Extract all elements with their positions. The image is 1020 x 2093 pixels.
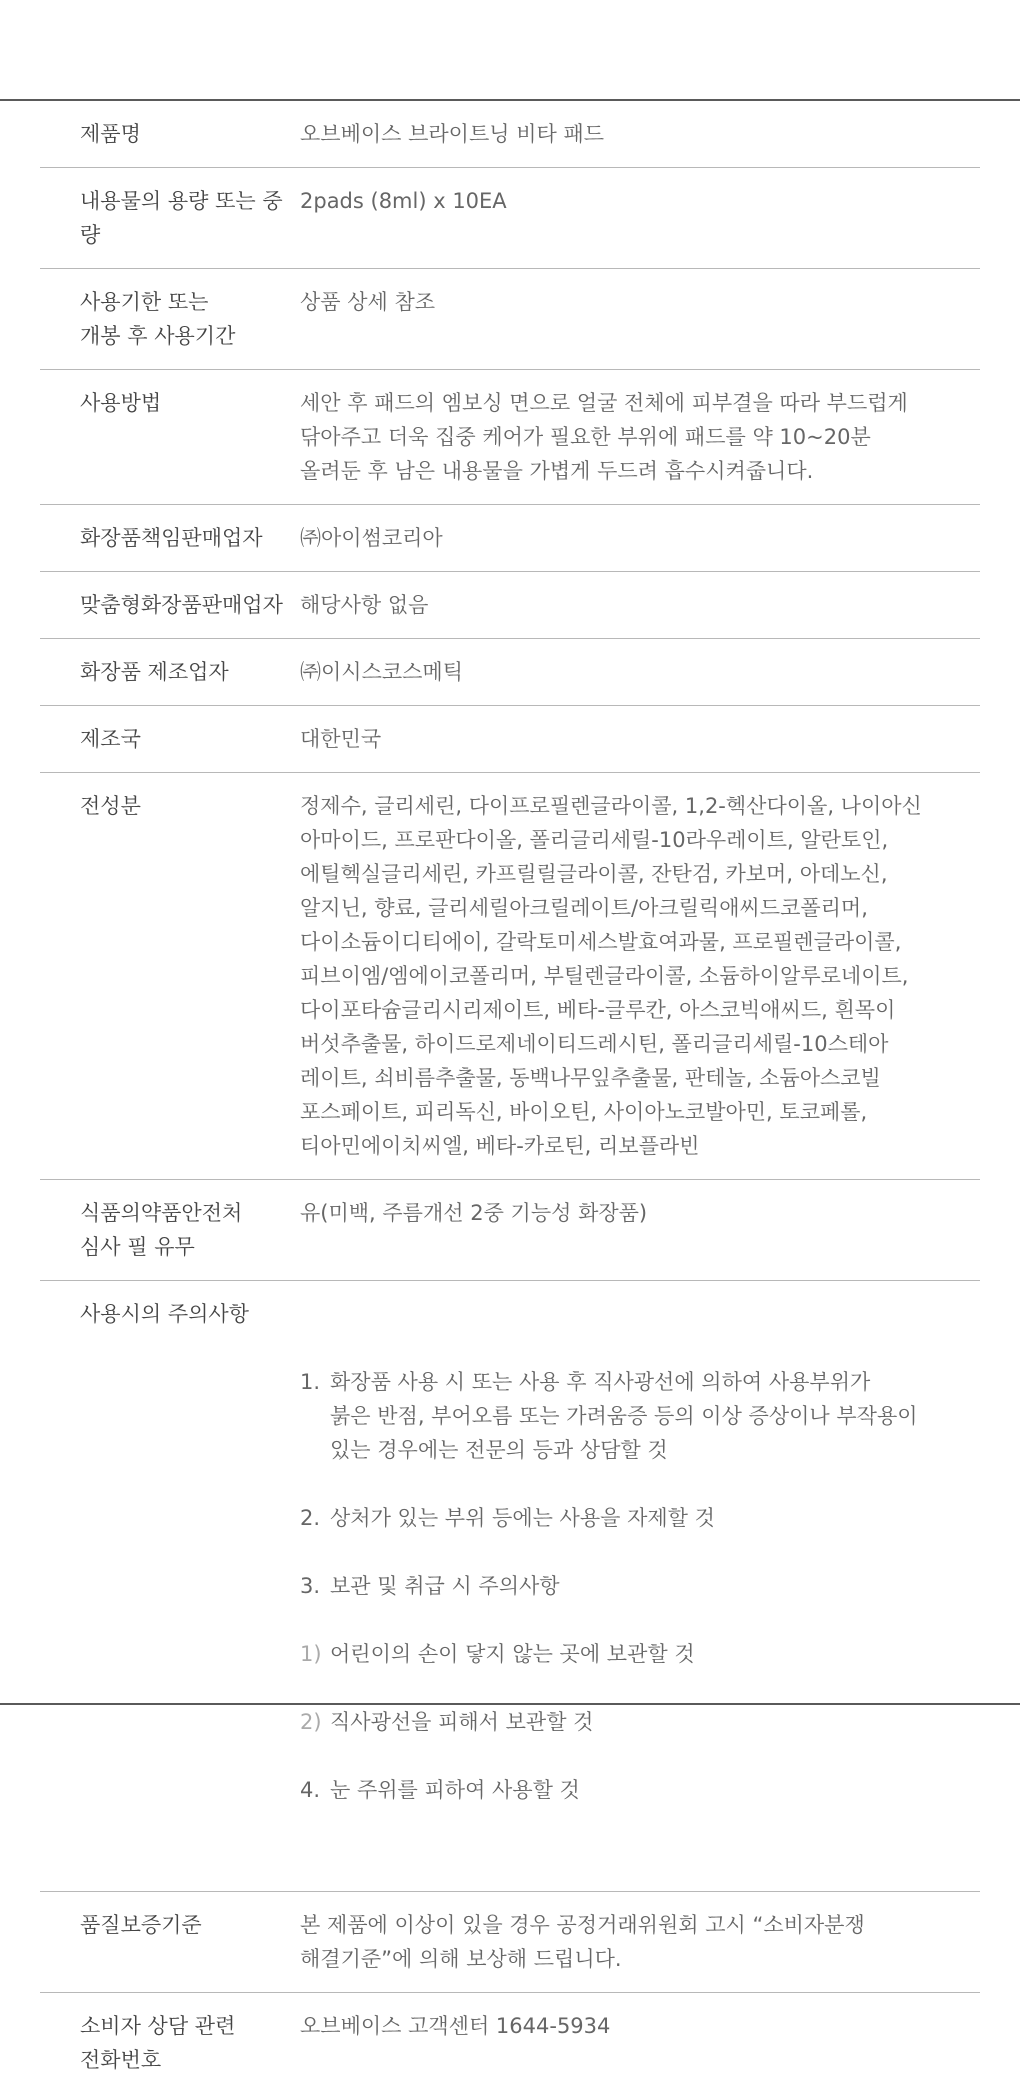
table-row xyxy=(40,705,980,772)
list-item xyxy=(300,1705,980,1739)
row-value-country: 대한민국 xyxy=(300,727,382,751)
row-value-quality: 본 제품에 이상이 있을 경우 공정거래위원회 고시 “소비자분쟁 해결기준”에 의해 보상해 드립니다. xyxy=(300,1913,865,1971)
row-label-mfds-review: 식품의약품안전처 심사 필 유무 xyxy=(80,1201,243,1259)
list-number: 1) xyxy=(300,1642,322,1666)
table-row xyxy=(40,369,980,504)
row-label-usage: 사용방법 xyxy=(80,391,162,415)
row-value-cautions xyxy=(300,1297,980,1875)
list-number: 2. xyxy=(300,1506,321,1530)
row-label-quality: 품질보증기준 xyxy=(80,1913,202,1937)
list-number: 3. xyxy=(300,1574,321,1598)
row-label-custom-seller: 맞춤형화장품판매업자 xyxy=(80,593,283,617)
table-row xyxy=(40,1992,980,2093)
list-number: 2) xyxy=(300,1710,322,1734)
list-text: 어린이의 손이 닿지 않는 곳에 보관할 것 xyxy=(330,1642,695,1666)
row-value-expiry: 상품 상세 참조 xyxy=(300,290,436,314)
row-value-volume: 2pads (8ml) x 10EA xyxy=(300,189,507,213)
table-row xyxy=(40,571,980,638)
table-row xyxy=(40,268,980,369)
cautions-list xyxy=(300,1331,980,1841)
row-value-mfds-review: 유(미백, 주름개선 2중 기능성 화장품) xyxy=(300,1201,648,1225)
table-row xyxy=(40,1179,980,1280)
row-value-usage: 세안 후 패드의 엠보싱 면으로 얼굴 전체에 피부결을 따라 부드럽게 닦아주고 더욱 집중 케어가 필요한 부위에 패드를 약 10~20분 올려둔 후 남은 내용물을 가볍게 두드려 흡수시켜줍니다. xyxy=(300,391,908,483)
row-label-expiry: 사용기한 또는 개봉 후 사용기간 xyxy=(80,290,236,348)
list-number: 4. xyxy=(300,1778,321,1802)
list-item xyxy=(300,1365,980,1467)
row-value-custom-seller: 해당사항 없음 xyxy=(300,593,429,617)
row-label-manufacturer: 화장품 제조업자 xyxy=(80,660,229,684)
list-text: 보관 및 취급 시 주의사항 xyxy=(330,1574,560,1598)
row-value-manufacturer: ㈜이시스코스메틱 xyxy=(300,660,464,684)
row-label-volume: 내용물의 용량 또는 중량 xyxy=(80,189,283,247)
list-number: 1. xyxy=(300,1370,321,1394)
table-row xyxy=(40,101,980,167)
list-item xyxy=(300,1569,980,1603)
list-text: 상처가 있는 부위 등에는 사용을 자제할 것 xyxy=(330,1506,715,1530)
table-row xyxy=(40,167,980,268)
table-row xyxy=(40,638,980,705)
row-value-product-name: 오브베이스 브라이트닝 비타 패드 xyxy=(300,122,605,146)
row-label-cautions: 사용시의 주의사항 xyxy=(80,1302,249,1326)
table-row xyxy=(40,504,980,571)
list-text: 눈 주위를 피하여 사용할 것 xyxy=(330,1778,580,1802)
row-label-product-name: 제품명 xyxy=(80,122,141,146)
table-row xyxy=(40,1891,980,1992)
table-row xyxy=(40,772,980,1179)
row-label-distributor: 화장품책임판매업자 xyxy=(80,526,263,550)
row-value-contact: 오브베이스 고객센터 1644-5934 xyxy=(300,2014,611,2038)
row-value-distributor: ㈜아이썸코리아 xyxy=(300,526,443,550)
table-row xyxy=(40,1280,980,1891)
list-text: 화장품 사용 시 또는 사용 후 직사광선에 의하여 사용부위가 붉은 반점, 부어오름 또는 가려움증 등의 이상 증상이나 부작용이 있는 경우에는 전문의 등과 상담할 것 xyxy=(330,1370,918,1462)
list-item xyxy=(300,1501,980,1535)
row-label-ingredients: 전성분 xyxy=(80,794,141,818)
row-value-ingredients: 정제수, 글리세린, 다이프로필렌글라이콜, 1,2-헥산다이올, 나이아신 아마이드, 프로판다이올, 폴리글리세릴-10라우레이트, 알란토인, 에틸헥실글리세린, 카프릴릴글라이콜, 잔탄검, 카보머, 아데노신, 알지닌, 향료, 글리세릴아크릴레이트/아크릴릭애씨드코폴리머, 다이소듐이디티에이, 갈락토미세스발효여과물, 프로필렌글라이콜, 피브이엠/엠에이코폴리머, 부틸렌글라이콜, 소듐하이알루로네이트, 다이포타슘글리시리제이트, 베타-글루칸, 아스코빅애씨드, 흰목이 버섯추출물, 하이드로제네이티드레시틴, 폴리글리세릴-10스테아 레이트, 쇠비름추출물, 동백나무잎추출물, 판테놀, 소듐아스코빌 포스페이트, 피리독신, 바이오틴, 사이아노코발아민, 토코페롤, 티아민에이치씨엘, 베타-카로틴, 리보플라빈 xyxy=(300,794,922,1158)
table-bottom-rule xyxy=(0,1703,1020,1705)
row-label-contact: 소비자 상담 관련 전화번호 xyxy=(80,2014,236,2072)
list-item xyxy=(300,1637,980,1671)
list-text: 직사광선을 피해서 보관할 것 xyxy=(330,1710,594,1734)
product-info-table xyxy=(40,101,980,2093)
row-label-country: 제조국 xyxy=(80,727,141,751)
list-item xyxy=(300,1773,980,1807)
